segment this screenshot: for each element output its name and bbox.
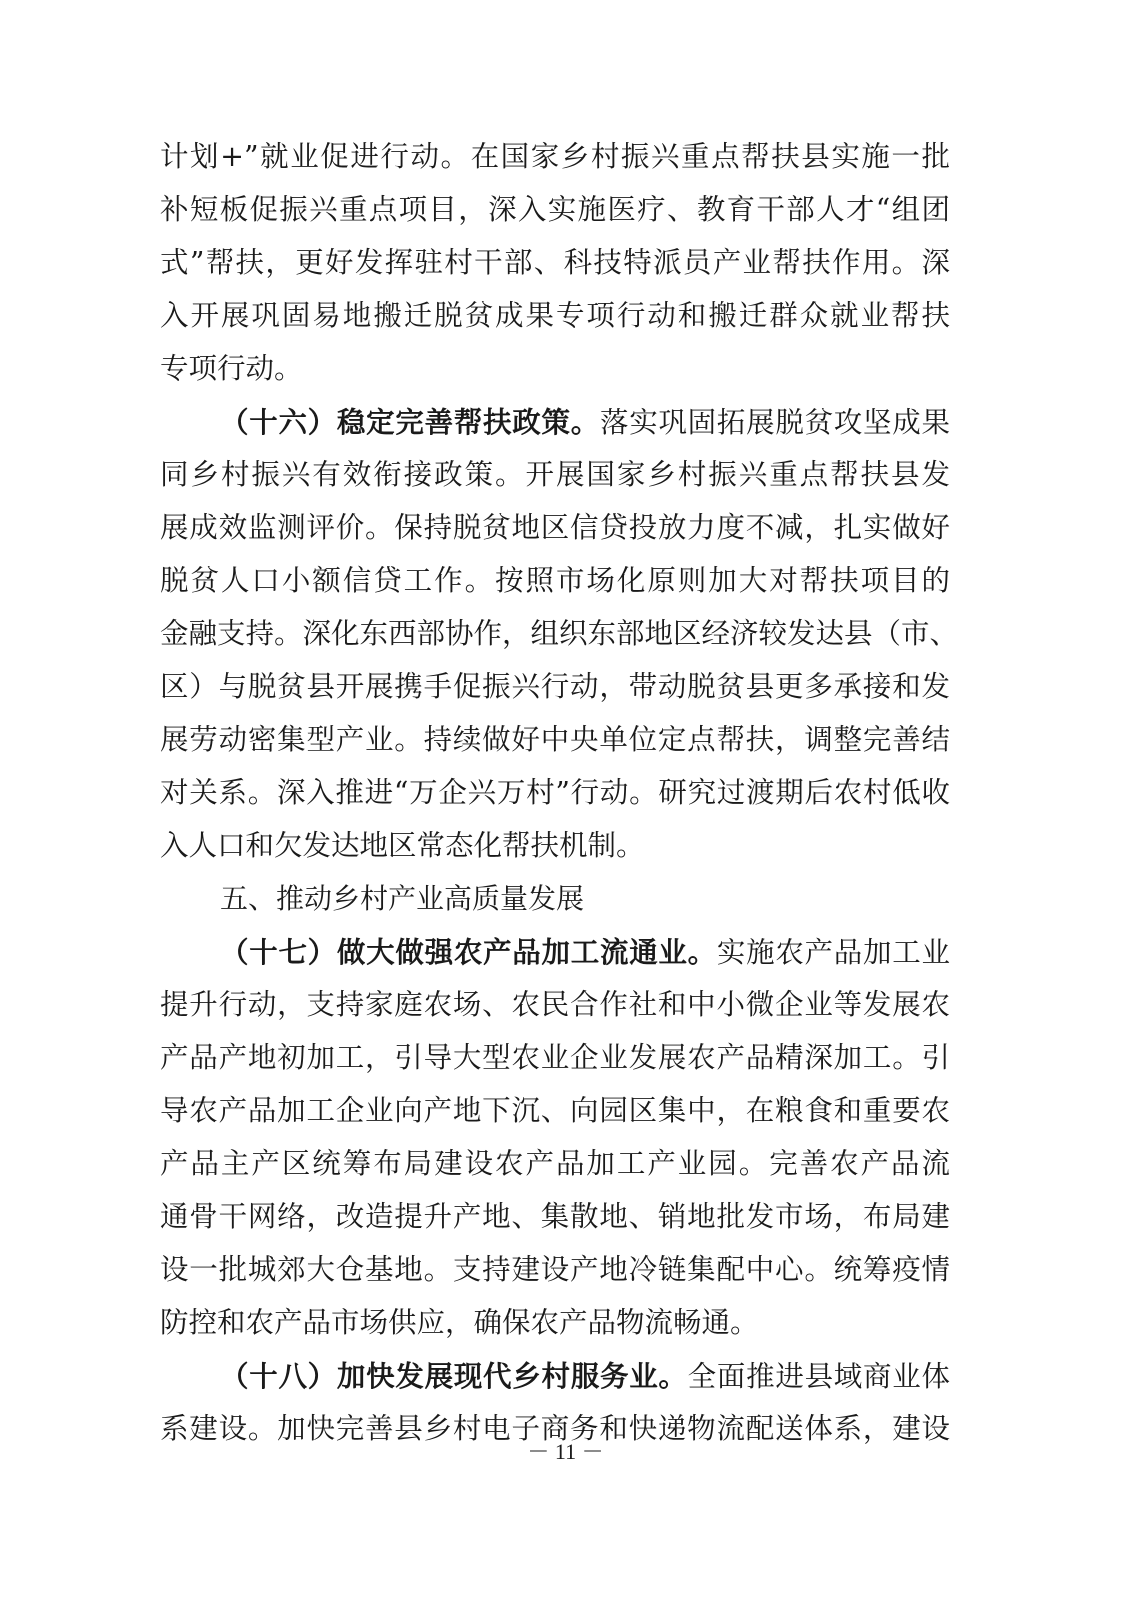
paragraph-text: 落实巩固拓展脱贫攻坚成果: [599, 406, 950, 439]
paragraph-line: 产品产地初加工，引导大型农业企业发展农产品精深加工。引: [160, 1041, 950, 1074]
paragraph-line: 脱贫人口小额信贷工作。按照市场化原则加大对帮扶项目的: [160, 564, 950, 597]
paragraph-line: 计划+”就业促进行动。在国家乡村振兴重点帮扶县实施一批: [160, 140, 950, 173]
paragraph-line: 防控和农产品市场供应，确保农产品物流畅通。: [160, 1306, 759, 1339]
paragraph-line: 展成效监测评价。保持脱贫地区信贷投放力度不减，扎实做好: [160, 511, 950, 544]
paragraph-line: 入开展巩固易地搬迁脱贫成果专项行动和搬迁群众就业帮扶: [160, 299, 950, 332]
page-number: － 11 －: [527, 1439, 604, 1464]
paragraph-line: 设一批城郊大仓基地。支持建设产地冷链集配中心。统筹疫情: [160, 1253, 950, 1286]
paragraph-line: 展劳动密集型产业。持续做好中央单位定点帮扶，调整完善结: [160, 723, 950, 756]
paragraph-heading: （十八）加快发展现代乡村服务业。: [220, 1359, 688, 1393]
paragraph-line: 式”帮扶，更好发挥驻村干部、科技特派员产业帮扶作用。深: [160, 246, 950, 279]
paragraph-line: 产品主产区统筹布局建设农产品加工产业园。完善农产品流: [160, 1147, 950, 1180]
paragraph-17-first-line: [220, 932, 950, 972]
paragraph-line: 入人口和欠发达地区常态化帮扶机制。: [160, 829, 645, 862]
paragraph-line: 同乡村振兴有效衔接政策。开展国家乡村振兴重点帮扶县发: [160, 458, 950, 491]
paragraph-line: 提升行动，支持家庭农场、农民合作社和中小微企业等发展农: [160, 988, 950, 1021]
paragraph-line: 补短板促振兴重点项目，深入实施医疗、教育干部人才“组团: [160, 193, 950, 226]
paragraph-line: 专项行动。: [160, 352, 303, 385]
paragraph-text: 实施农产品加工业: [716, 936, 950, 969]
paragraph-line: 系建设。加快完善县乡村电子商务和快递物流配送体系，建设: [160, 1412, 950, 1445]
paragraph-heading: （十六）稳定完善帮扶政策。: [220, 405, 600, 439]
paragraph-line: 导农产品加工企业向产地下沉、向园区集中，在粮食和重要农: [160, 1094, 950, 1127]
section-heading: 五、推动乡村产业高质量发展: [220, 882, 585, 915]
paragraph-16-first-line: [220, 402, 950, 442]
paragraph-line: 金融支持。深化东西部协作，组织东部地区经济较发达县（市、: [160, 617, 959, 650]
paragraph-line: 通骨干网络，改造提升产地、集散地、销地批发市场，布局建: [160, 1200, 950, 1233]
paragraph-line: 区）与脱贫县开展携手促振兴行动，带动脱贫县更多承接和发: [160, 670, 950, 703]
paragraph-heading: （十七）做大做强农产品加工流通业。: [220, 935, 717, 969]
paragraph-18-first-line: [220, 1356, 950, 1396]
paragraph-text: 全面推进县域商业体: [687, 1360, 950, 1393]
paragraph-line: 对关系。深入推进“万企兴万村”行动。研究过渡期后农村低收: [160, 776, 950, 809]
